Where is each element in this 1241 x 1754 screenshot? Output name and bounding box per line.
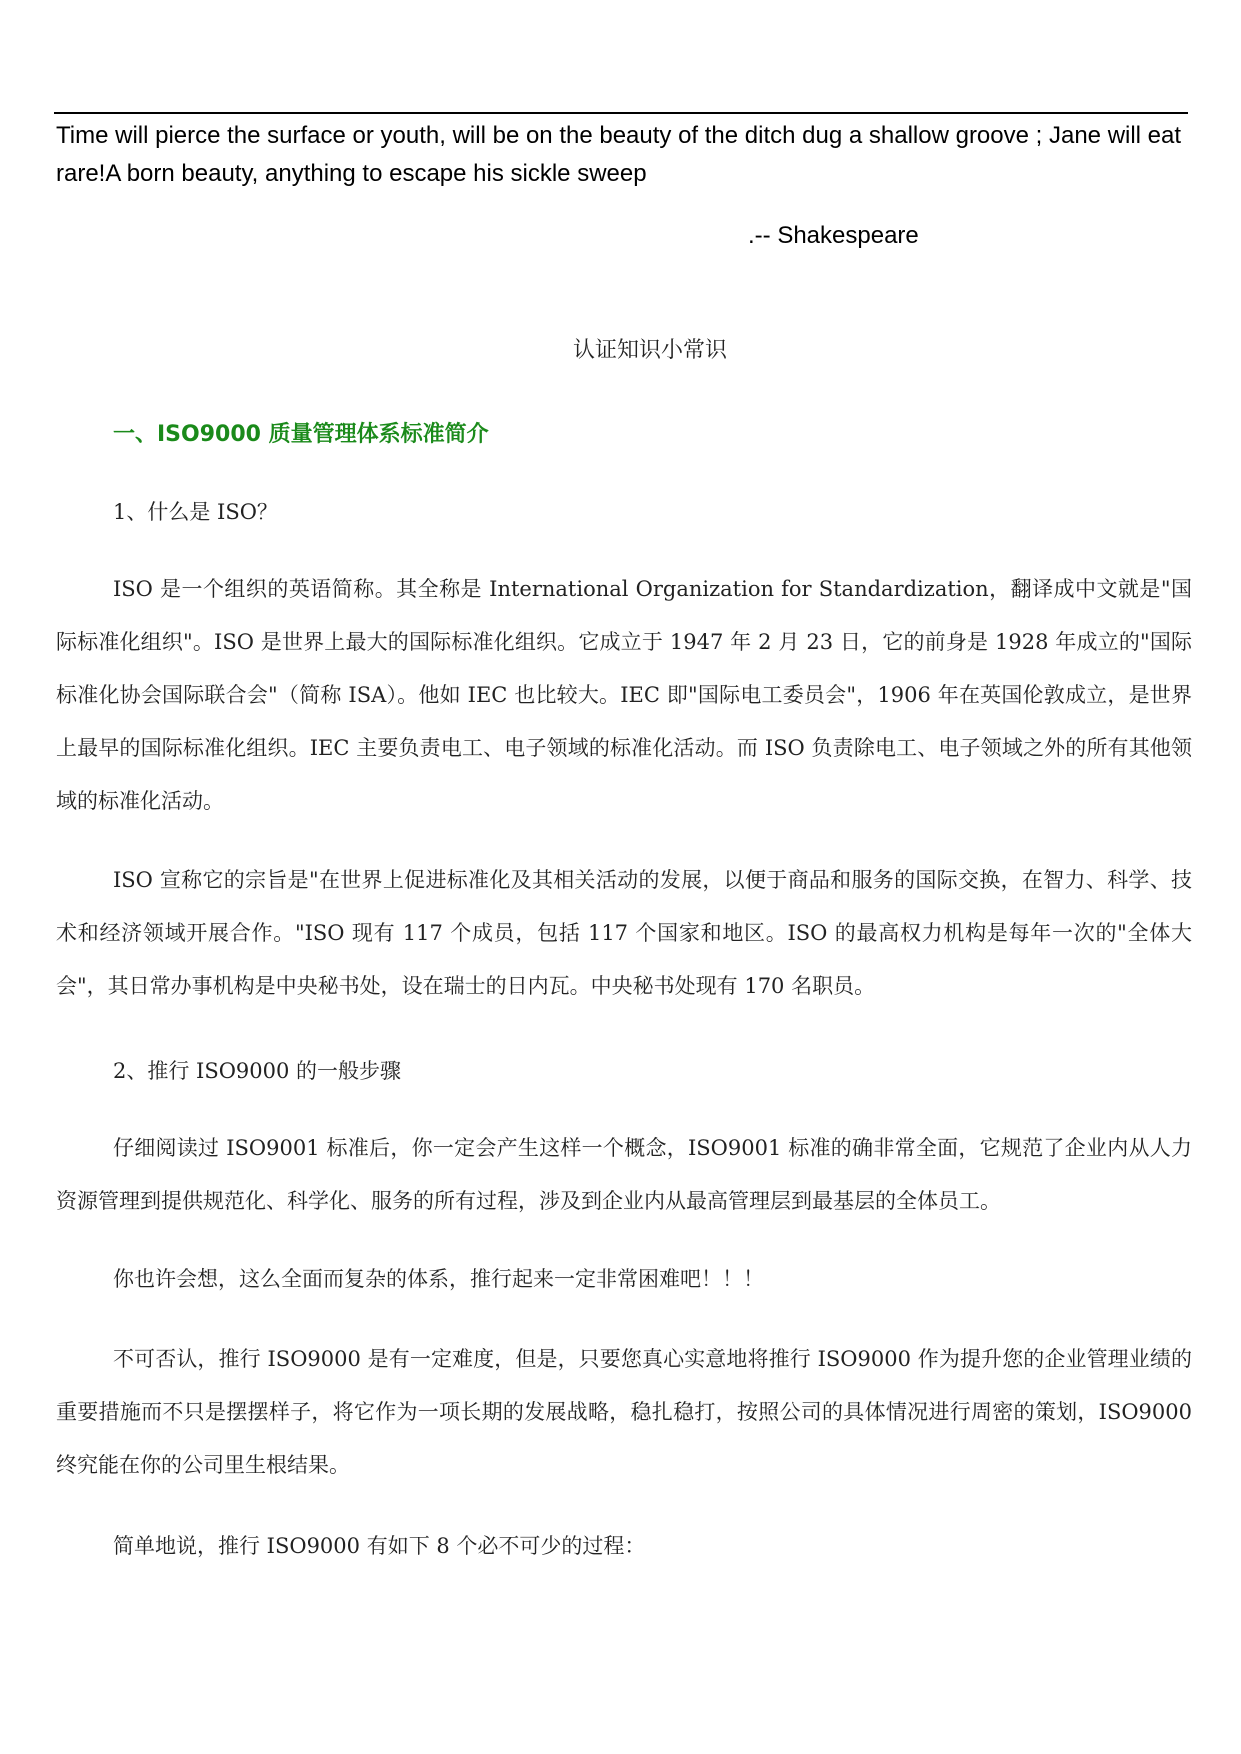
paragraph-difficulty-question: 你也许会想，这么全面而复杂的体系，推行起来一定非常困难吧！！！: [113, 1267, 764, 1291]
paragraph-iso-purpose: ISO 宣称它的宗旨是"在世界上促进标准化及其相关活动的发展，以便于商品和服务的国际交换，在智力、科学、技术和经济领域开展合作。"ISO 现有 117 个成员，包括 117 个国家和地区。ISO 的最高权力机构是每年一次的"全体大会"，其日常办事机构是中央秘书处，设在瑞士的日内瓦。中央秘书处现有 170 名职员。: [56, 868, 1192, 998]
paragraph-iso9001-overview: 仔细阅读过 ISO9001 标准后，你一定会产生这样一个概念，ISO9001 标准的确非常全面，它规范了企业内从人力资源管理到提供规范化、科学化、服务的所有过程，涉及到企业内从最高管理层到最基层的全体员工。: [56, 1136, 1192, 1213]
paragraph-eight-processes: 简单地说，推行 ISO9000 有如下 8 个必不可少的过程：: [113, 1534, 646, 1558]
subheading-steps: 2、推行 ISO9000 的一般步骤: [113, 1059, 402, 1083]
subheading-what-is-iso: 1、什么是 ISO？: [113, 500, 278, 524]
document-title: 认证知识小常识: [572, 338, 727, 363]
quote-text: Time will pierce the surface or youth, will be on the beauty of the ditch dug a shallow groove ; Jane will eat rare!A born beauty, anything to escape his sickle sweep: [56, 122, 1182, 187]
header-rule: [54, 112, 1188, 114]
paragraph-iso-intro: ISO 是一个组织的英语简称。其全称是 International Organization for Standardization，翻译成中文就是"国际标准化组织"。ISO 是世界上最大的国际标准化组织。它成立于 1947 年 2 月 23 日，它的前身是 1928 年成立的"国际标准化协会国际联合会"（简称 ISA）。他如 IEC 也比较大。IEC 即"国际电工委员会"，1906 年在英国伦敦成立，是世界上最早的国际标准化组织。IEC 主要负责电工、电子领域的标准化活动。而 ISO 负责除电工、电子领域之外的所有其他领域的标准化活动。: [56, 577, 1192, 813]
section-heading: 一、ISO9000 质量管理体系标准简介: [113, 422, 489, 447]
paragraph-implementation: 不可否认，推行 ISO9000 是有一定难度，但是，只要您真心实意地将推行 ISO9000 作为提升您的企业管理业绩的重要措施而不只是摆摆样子，将它作为一项长期的发展战略，稳扎稳打，按照公司的具体情况进行周密的策划，ISO9000 终究能在你的公司里生根结果。: [56, 1347, 1192, 1477]
quote-attribution: .-- Shakespeare: [748, 222, 919, 249]
